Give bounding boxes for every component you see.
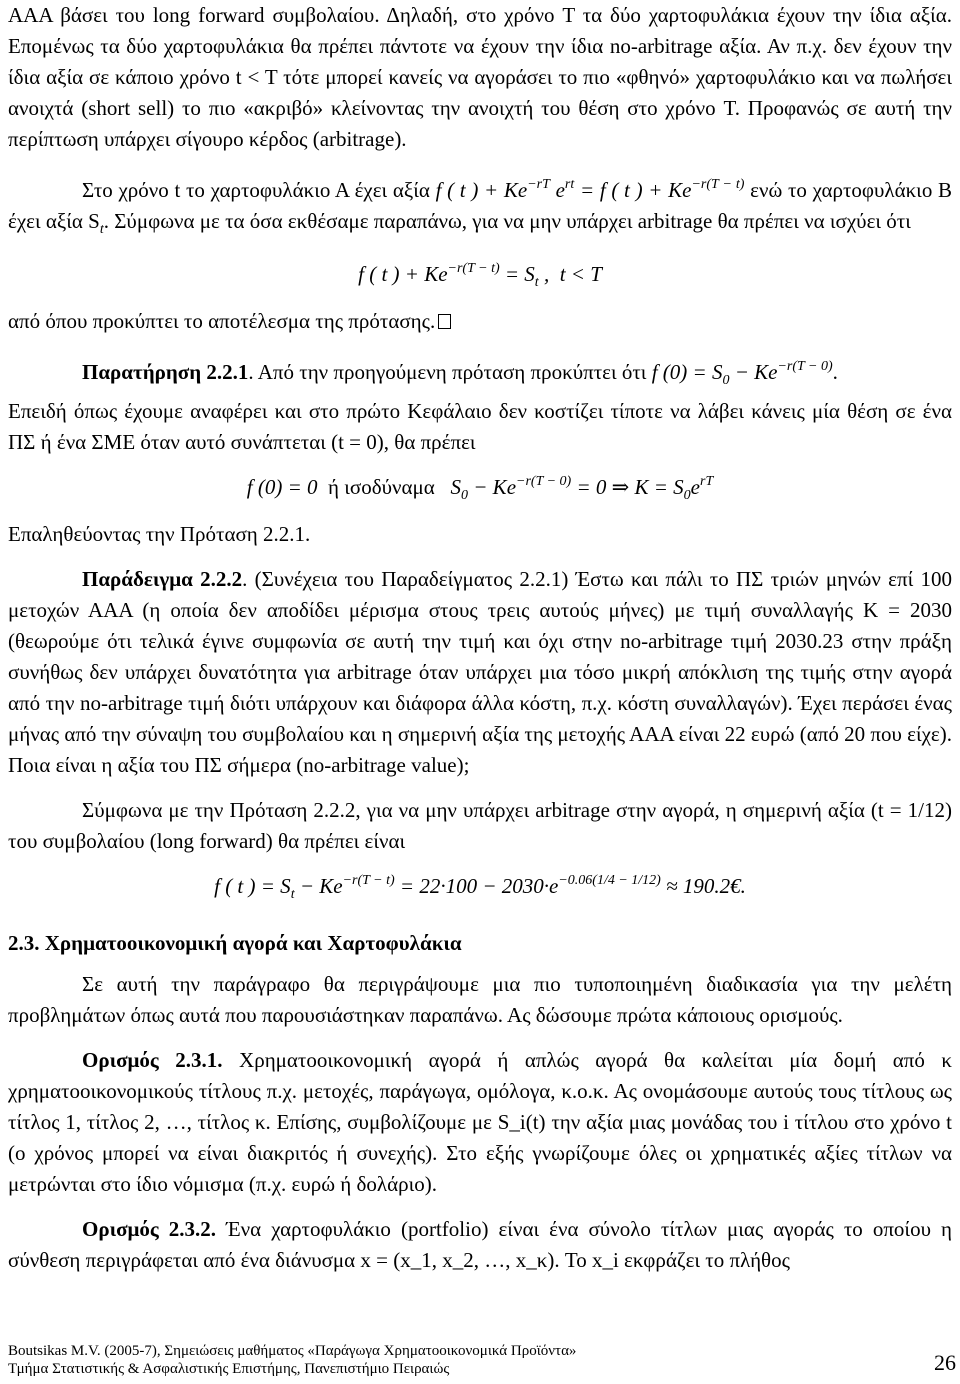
paragraph-verification bbox=[8, 519, 952, 550]
equivalently-text: ή ισοδύναμα bbox=[328, 475, 435, 499]
solution-text: Σύμφωνα με την Πρόταση 2.2.2, για να μην υπάρχει arbitrage στην αγορά, η σημερινή αξία (t = 1/12) του συμβολαίου (long forward) θα πρέπει είναι bbox=[8, 798, 952, 853]
contract-start-text: Επειδή όπως έχουμε αναφέρει και στο πρώτο Κεφάλαιο δεν κοστίζει τίποτε να λάβει κάνεις μία θέση σε ένα ΠΣ ή ένα ΣΜΕ όταν αυτό συνάπτεται (t = 0), θα πρέπει bbox=[8, 399, 952, 454]
definition-1-text: Χρηματοοικονομική αγορά ή απλώς αγορά θα καλείται μία δομή από κ χρηματοοικονομικούς τίτλους π.χ. μετοχές, παράγωγα, ομόλογα, κ.ο.κ. Ας ονομάσουμε αυτούς τους τίτλους ως τίτλος 1, τίτλος 2, …, τίτλος κ. Επίσης, συμβολίζουμε με S_i(t) την αξία μιας μονάδας του i τίτλου στο χρόνο t (ο χρόνος μπορεί να είναι διακριτός ή συνεχής). Στο εξής γνωρίζουμε όλες οι χρηματικές αξίες τίτλων να μετρώνται στο ίδιο νόμισμα (π.χ. ευρώ ή δολάριο). bbox=[8, 1048, 952, 1196]
page-footer bbox=[8, 1342, 952, 1378]
equation-initial-value: f (0) = 0 ή ισοδύναμα $S_0 - Ke^{-r(T - 0)} = 0$ ⇒ $K = S_0e^{rT}$ bbox=[246, 474, 714, 503]
result-text: από όπου προκύπτει το αποτέλεσμα της πρότασης. bbox=[8, 309, 436, 333]
section-intro-text: Σε αυτή την παράγραφο θα περιγράψουμε μια πιο τυποποιημένη διαδικασία για την μελέτη προβλημάτων όπως αυτά που παρουσιάστηκαν παραπάνω. Ας δώσουμε πρώτα κάποιους ορισμούς. bbox=[8, 972, 952, 1027]
section-heading: 2.3. Χρηματοοικονομική αγορά και Χαρτοφυλάκια bbox=[8, 931, 462, 955]
document-page bbox=[8, 0, 952, 1276]
paragraph-result bbox=[8, 306, 952, 337]
definition-2-3-1 bbox=[8, 1045, 952, 1200]
paragraph-contract-start bbox=[8, 396, 952, 458]
remark-2-2-1: Παρατήρηση 2.2.1. Από την προηγούμενη πρόταση προκύπτει ότι f $(0) = S_0 - Ke^{-r(T - 0)}$. bbox=[82, 359, 838, 388]
definition-2-label: Ορισμός 2.3.2. bbox=[82, 1217, 217, 1241]
equation-no-arbitrage: f ( t ) + $Ke^{-r(T - t)} = S_t$ , t < T bbox=[358, 261, 602, 290]
portfolio-a-text: Στο χρόνο t το χαρτοφυλάκιο Α έχει αξία bbox=[82, 178, 430, 202]
portfolio-b-text: ενώ το χαρτοφυλάκιο Β έχει αξία S bbox=[8, 178, 953, 233]
portfolio-b-text-cont: . Σύμφωνα με τα όσα εκθέσαμε παραπάνω, για να μην υπάρχει arbitrage θα πρέπει να ισχύει ότι bbox=[103, 209, 911, 233]
page-number: 26 bbox=[934, 1350, 956, 1375]
portfolio-a-equation: f ( t ) + $Ke^{-rT}$ $e^{rt} = f$ ( t ) + $Ke^{-r(T - t)}$ bbox=[435, 177, 745, 202]
qed-box-icon bbox=[438, 314, 451, 329]
definition-1-label: Ορισμός 2.3.1. bbox=[82, 1048, 223, 1072]
definition-2-3-2 bbox=[8, 1214, 952, 1276]
paragraph-section-intro bbox=[8, 969, 952, 1031]
remark-label: Παρατήρηση 2.2.1 bbox=[82, 360, 249, 384]
example-text: . (Συνέχεια του Παραδείγματος 2.2.1) Έστω και πάλι το ΠΣ τριών μηνών επί 100 μετοχών ΑΑΑ (η οποία δεν αποδίδει μέρισμα στους τρεις αυτούς μήνες) με τιμή συναλλαγής K = 2030 (θεωρούμε ότι τελικά έγινε συμφωνία σε αυτή την τιμή και όχι στην no-arbitrage τιμή 2030.23 στην πράξη συνήθως δεν υπάρχει δυνατότητα για arbitrage όταν υπάρχει μια τόσο μικρή απόκλιση της τιμής στην αγορά από την no-arbitrage τιμή διότι υπάρχουν και διάφορα άλλα κόστη, π.χ. κόστη συναλλαγών). Έχει περάσει ένας μήνας από την σύναψη του συμβολαίου και η σημερινή αξία της μετοχής ΑΑΑ είναι 22 ευρώ (από 20 που είχε). Ποια είναι η αξία του ΠΣ σήμερα (no-arbitrage value); bbox=[8, 567, 952, 777]
paragraph-intro bbox=[8, 0, 952, 155]
paragraph-portfolio-value bbox=[8, 169, 952, 245]
portfolio-b-subscript: t bbox=[99, 222, 104, 237]
equation-solution: f ( t ) = $S_t - Ke^{-r(T - t)} = 22\cdot 100 - 2030\cdot e^{-0.06(1/4 - 1/12)}$ ≈ 190.2€. bbox=[214, 873, 746, 902]
example-label: Παράδειγμα 2.2.2 bbox=[82, 567, 243, 591]
intro-text: ΑΑΑ βάσει του long forward συμβολαίου. Δηλαδή, στο χρόνο T τα δύο χαρτοφυλάκια έχουν την ίδια αξία. Επομένως τα δύο χαρτοφυλάκια θα πρέπει πάντοτε να έχουν την ίδια no-arbitrage αξία. Αν π.χ. δεν έχουν την ίδια αξία σε κάποιο χρόνο t < T τότε μπορεί κανείς να αγοράσει το πιο «φθηνό» χαρτοφυλάκιο και να πωλήσει ανοιχτά (short sell) το πιο «ακριβό» κλείνοντας την ανοιχτή του θέση στο χρόνο T. Προφανώς σε αυτή την περίπτωση υπάρχει σίγουρο κέρδος (arbitrage). bbox=[8, 3, 952, 151]
example-2-2-2 bbox=[8, 564, 952, 781]
footer-department: Τμήμα Στατιστικής & Ασφαλιστικής Επιστήμης, Πανεπιστήμιο Πειραιώς bbox=[8, 1361, 450, 1377]
remark-equation: f $(0) = S_0 - Ke^{-r(T - 0)}$ bbox=[651, 359, 833, 388]
verification-text: Επαληθεύοντας την Πρόταση 2.2.1. bbox=[8, 522, 311, 546]
footer-citation: Boutsikas M.V. (2005-7), Σημειώσεις μαθήματος «Παράγωγα Χρηματοοικονομικά Προϊόντα» bbox=[8, 1343, 577, 1359]
remark-text: . Από την προηγούμενη πρόταση προκύπτει ότι bbox=[248, 360, 647, 384]
definition-2-text: Ένα χαρτοφυλάκιο (portfolio) είναι ένα σύνολο τίτλων μιας αγοράς το οποίου η σύνθεση περιγράφεται από ένα διάνυσμα x = (x_1, x_2, …, x_κ). Το x_i εκφράζει το πλήθος bbox=[8, 1217, 952, 1272]
paragraph-solution bbox=[8, 795, 952, 857]
